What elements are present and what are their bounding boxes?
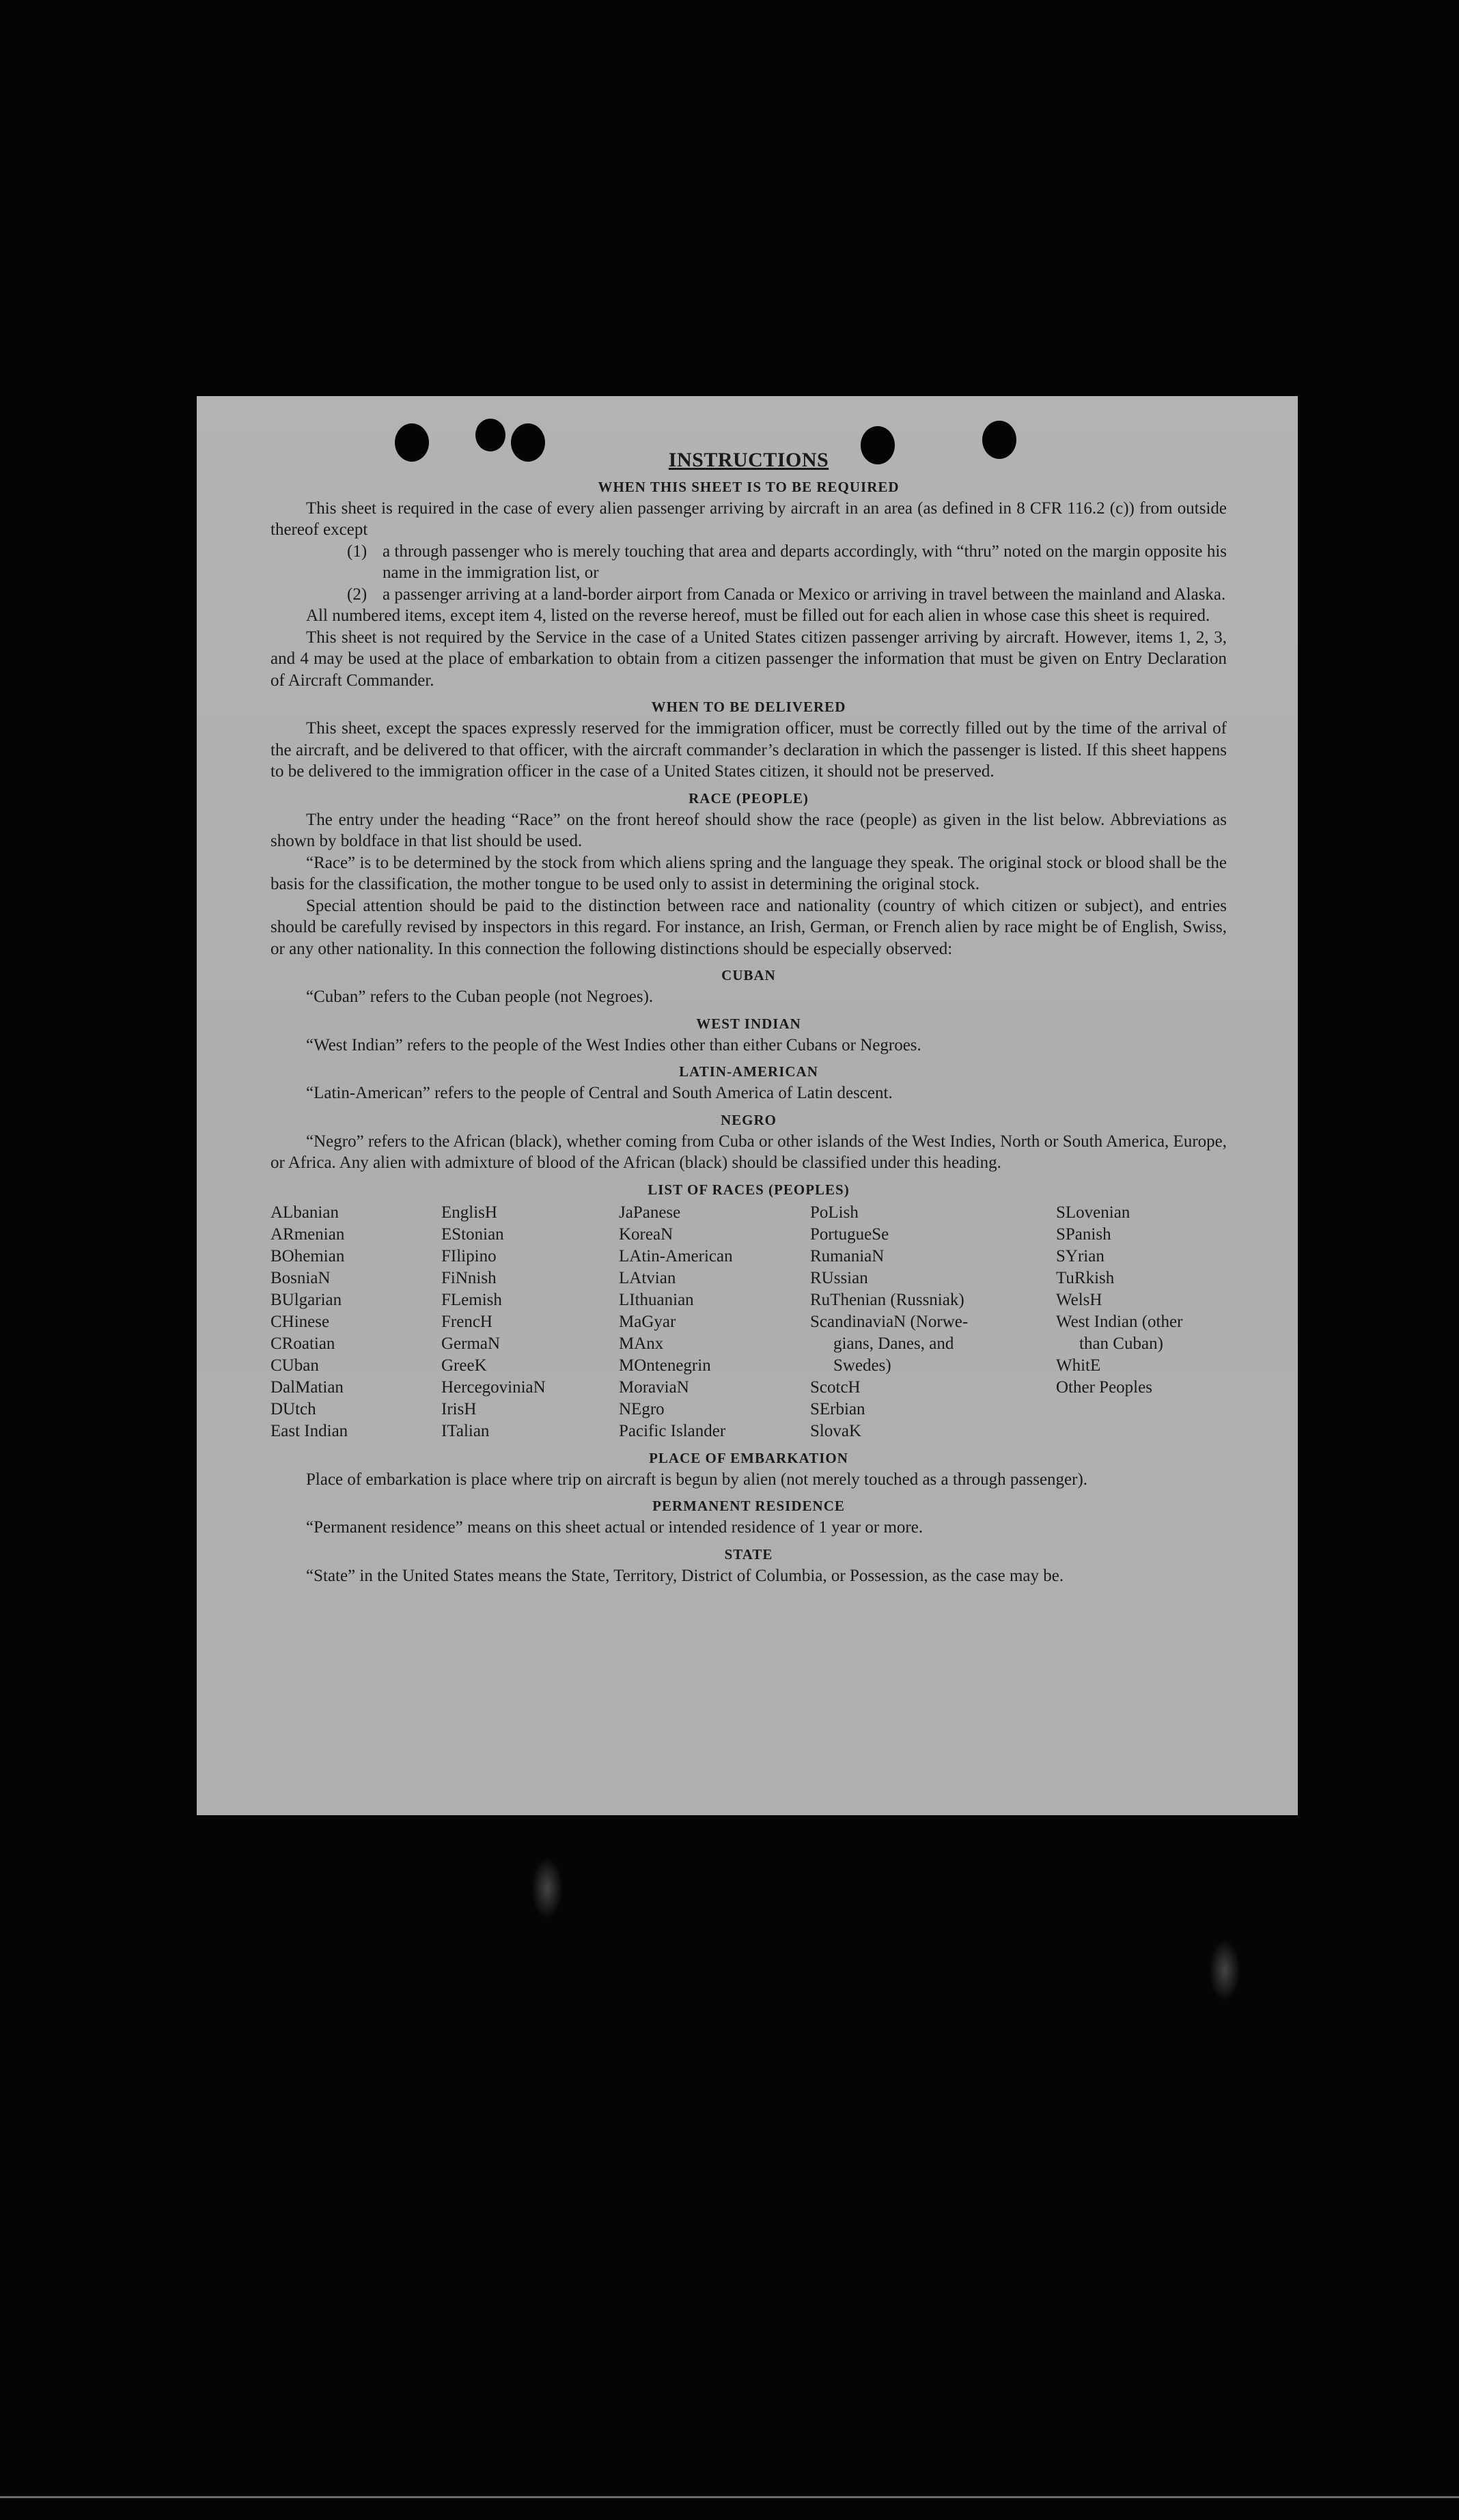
section-heading-place-of-embarkation: PLACE OF EMBARKATION [649, 1449, 848, 1466]
races-column-3 [619, 1202, 810, 1442]
race-item: FiNnish [441, 1268, 497, 1287]
race-item: KoreaN [619, 1224, 673, 1244]
race-item: WelsH [1056, 1290, 1102, 1309]
race-item: SLovenian [1056, 1203, 1130, 1222]
race-item: SYrian [1056, 1246, 1104, 1265]
race-item: DalMatian [270, 1377, 344, 1397]
scan-glare [531, 1858, 563, 1919]
race-item: Other Peoples [1056, 1377, 1152, 1397]
race-item: WhitE [1056, 1356, 1101, 1375]
place-of-embarkation-text: Place of embarkation is place where trip on aircraft is begun by alien (not merely touched as a through passenger). [306, 1470, 1088, 1489]
race-item-continuation: than Cuban) [1079, 1334, 1163, 1353]
race-item: RumaniaN [810, 1246, 885, 1265]
scan-glare [1209, 1940, 1240, 2001]
race-item: LAtin-American [619, 1246, 733, 1265]
cuban-text: “Cuban” refers to the Cuban people (not Negroes). [306, 988, 654, 1006]
race-item: FrencH [441, 1312, 492, 1331]
race-item: MoraviaN [619, 1377, 689, 1397]
race-item: CUban [270, 1356, 319, 1375]
race-item: MAnx [619, 1334, 664, 1353]
exception-item-number: (1) [347, 542, 367, 561]
latin-american-text: “Latin-American” refers to the people of Central and South America of Latin descent. [306, 1084, 893, 1102]
race-item: ScotcH [810, 1377, 861, 1397]
when-required-para-2: All numbered items, except item 4, listed on the reverse hereof, must be filled out for each alien in whose case this sheet is required. [306, 606, 1210, 625]
race-item: SPanish [1056, 1224, 1111, 1244]
list-of-races [270, 1202, 1227, 1442]
race-item: DUtch [270, 1399, 316, 1418]
race-item-continuation: Swedes) [833, 1356, 891, 1375]
exception-item [347, 584, 1227, 606]
permanent-residence-text: “Permanent residence” means on this sheet actual or intended residence of 1 year or more. [306, 1518, 923, 1537]
race-item-continuation: gians, Danes, and [833, 1334, 954, 1353]
race-item: ITalian [441, 1421, 490, 1440]
race-item: ALbanian [270, 1203, 339, 1222]
race-item: SErbian [810, 1399, 865, 1418]
race-item: SlovaK [810, 1421, 861, 1440]
race-item: LAtvian [619, 1268, 676, 1287]
race-item: BUlgarian [270, 1290, 342, 1309]
race-item: EnglisH [441, 1203, 497, 1222]
race-item: GreeK [441, 1356, 487, 1375]
when-required-para-3: This sheet is not required by the Service in the case of a United States citizen passenger arriving by aircraft. However, items 1, 2, 3, and 4 may be used at the place of embarkation to obtain from a citizen passenger the information that must be given on Entry Declaration of Aircraft Commander. [270, 628, 1227, 690]
race-item: BosniaN [270, 1268, 331, 1287]
race-item: NEgro [619, 1399, 665, 1418]
race-item: LIthuanian [619, 1290, 694, 1309]
race-item: HercegoviniaN [441, 1377, 546, 1397]
race-item: CHinese [270, 1312, 330, 1331]
race-item: GermaN [441, 1334, 501, 1353]
race-item: FIlipino [441, 1246, 497, 1265]
race-item: MaGyar [619, 1312, 676, 1331]
race-item: MOntenegrin [619, 1356, 711, 1375]
exception-item-text: a through passenger who is merely touching that area and departs accordingly, with “thru” noted on the margin opposite his name in the immigration list, or [383, 542, 1227, 582]
race-item: ARmenian [270, 1224, 345, 1244]
races-column-4 [810, 1202, 1056, 1442]
section-heading-permanent-residence: PERMANENT RESIDENCE [652, 1498, 845, 1514]
race-item: RUssian [810, 1268, 868, 1287]
race-item: West Indian (other [1056, 1312, 1183, 1331]
exception-item [347, 541, 1227, 584]
punch-hole [475, 419, 505, 451]
negro-text: “Negro” refers to the African (black), whether coming from Cuba or other islands of the West Indies, North or South America, Europe, or Africa. Any alien with admixture of blood of the African (black) should be classified under this heading. [270, 1132, 1227, 1172]
section-heading-race: RACE (PEOPLE) [689, 789, 809, 807]
section-heading-negro: NEGRO [720, 1111, 777, 1128]
race-item: RuThenian (Russniak) [810, 1290, 964, 1309]
when-required-intro: This sheet is required in the case of every alien passenger arriving by aircraft in an area (as defined in 8 CFR 116.2 (c)) from outside thereof except [270, 499, 1227, 539]
page-title: INSTRUCTIONS [668, 449, 829, 471]
race-item: IrisH [441, 1399, 477, 1418]
scan-edge-line [0, 2496, 1459, 2498]
exception-item-number: (2) [347, 585, 367, 604]
race-item: CRoatian [270, 1334, 335, 1353]
race-para-2: “Race” is to be determined by the stock from which aliens spring and the language they speak. The original stock or blood shall be the basis for the classification, the mother tongue to be used only to assist in determining the original stock. [270, 853, 1227, 893]
instructions-content [270, 449, 1227, 1586]
race-item: PoLish [810, 1203, 859, 1222]
race-item: ScandinaviaN (Norwe- [810, 1312, 969, 1331]
west-indian-text: “West Indian” refers to the people of the West Indies other than either Cubans or Negroes. [306, 1035, 921, 1054]
exception-item-text: a passenger arriving at a land-border airport from Canada or Mexico or arriving in travel between the mainland and Alaska. [383, 585, 1226, 604]
section-heading-west-indian: WEST INDIAN [696, 1015, 801, 1032]
section-heading-when-delivered: WHEN TO BE DELIVERED [651, 699, 846, 715]
document-sheet [197, 396, 1298, 1815]
race-para-3: Special attention should be paid to the distinction between race and nationality (country of which citizen or subject), and entries should be carefully revised by inspectors in this regard. For instance, an Irish, German, or French alien by race might be of English, Swiss, or any other nationality. In this connection the following distinctions should be especially observed: [270, 896, 1227, 958]
race-item: EStonian [441, 1224, 504, 1244]
races-column-2 [441, 1202, 619, 1442]
state-text: “State” in the United States means the State, Territory, District of Columbia, or Possession, as the case may be. [306, 1566, 1064, 1585]
section-heading-latin-american: LATIN-AMERICAN [679, 1063, 818, 1080]
race-item: JaPanese [619, 1203, 681, 1222]
race-item: PortugueSe [810, 1224, 889, 1244]
race-item: Pacific Islander [619, 1421, 726, 1440]
race-item: FLemish [441, 1290, 502, 1309]
section-heading-when-required: WHEN THIS SHEET IS TO BE REQUIRED [598, 478, 900, 495]
races-column-1 [270, 1202, 441, 1442]
races-column-5 [1056, 1202, 1234, 1442]
section-heading-state: STATE [724, 1545, 773, 1563]
when-delivered-text: This sheet, except the spaces expressly reserved for the immigration officer, must be correctly filled out by the time of the arrival of the aircraft, and be delivered to that officer, with the aircraft commander’s declaration in which the passenger is listed. If this sheet happens to be delivered to the immigration officer in the case of a United States citizen, it should not be preserved. [270, 719, 1227, 781]
section-heading-cuban: CUBAN [721, 967, 776, 983]
race-item: East Indian [270, 1421, 348, 1440]
section-heading-list-of-races: LIST OF RACES (PEOPLES) [648, 1181, 850, 1198]
race-item: TuRkish [1056, 1268, 1115, 1287]
race-item: BOhemian [270, 1246, 345, 1265]
race-para-1: The entry under the heading “Race” on the front hereof should show the race (people) as given in the list below. Abbreviations as shown by boldface in that list should be used. [270, 810, 1227, 850]
